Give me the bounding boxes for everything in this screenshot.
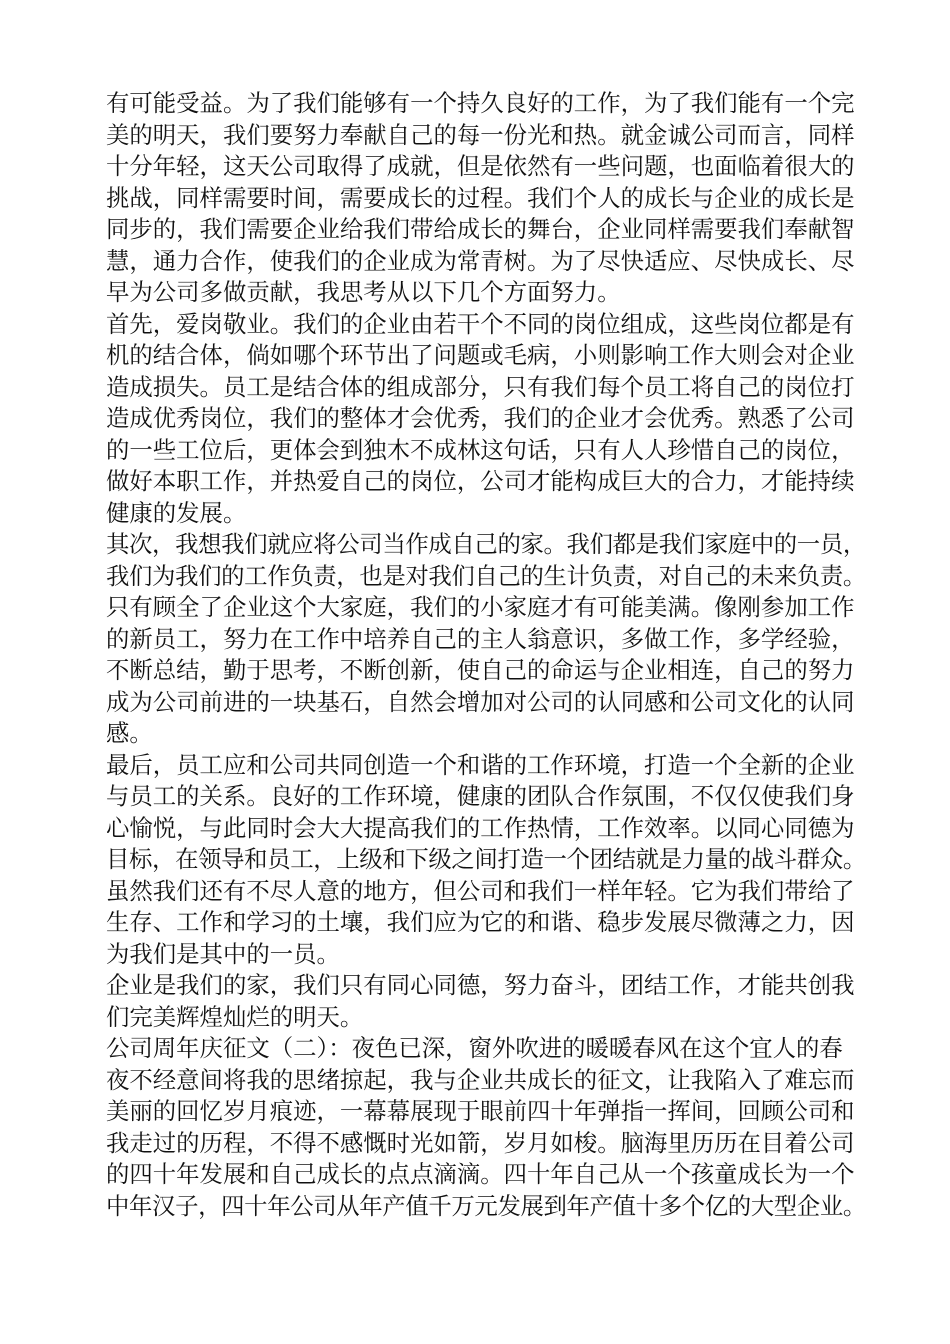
text-line: 不断总结，勤于思考，不断创新，使自己的命运与企业相连，自己的努力 (106, 656, 855, 684)
text-line: 企业是我们的家，我们只有同心同德，努力奋斗，团结工作，才能共创我 (106, 971, 855, 999)
text-line: 首先，爱岗敬业。我们的企业由若干个不同的岗位组成，这些岗位都是有 (106, 309, 855, 338)
text-line: 美的明天，我们要努力奉献自己的每一份光和热。就金诚公司而言，同样 (106, 120, 855, 149)
text-line: 挑战，同样需要时间，需要成长的过程。我们个人的成长与企业的成长是 (106, 183, 855, 212)
text-line: 中年汉子，四十年公司从年产值千万元发展到年产值十多个亿的大型企业。 (106, 1191, 866, 1220)
text-line: 们完美辉煌灿烂的明天。 (106, 1002, 364, 1031)
text-line: 只有顾全了企业这个大家庭，我们的小家庭才有可能美满。像刚参加工作 (106, 593, 855, 621)
text-line: 的四十年发展和自己成长的点点滴滴。四十年自己从一个孩童成长为一个 (106, 1160, 855, 1188)
text-line: 虽然我们还有不尽人意的地方，但公司和我们一样年轻。它为我们带给了 (106, 876, 855, 905)
text-line: 我走过的历程，不得不感慨时光如箭，岁月如梭。脑海里历历在目着公司 (106, 1128, 855, 1157)
text-line: 造成优秀岗位，我们的整体才会优秀，我们的企业才会优秀。熟悉了公司 (106, 404, 855, 432)
text-line: 机的结合体，倘如哪个环节出了问题或毛病，小则影响工作大则会对企业 (106, 341, 855, 369)
text-line: 心愉悦，与此同时会大大提高我们的工作热情，工作效率。以同心同德为 (106, 813, 855, 842)
text-line: 的新员工，努力在工作中培养自己的主人翁意识，多做工作，多学经验， (106, 624, 855, 653)
paragraph (106, 970, 866, 1033)
document-body (106, 88, 866, 1222)
text-line: 早为公司多做贡献，我思考从以下几个方面努力。 (106, 278, 621, 306)
text-line: 为我们是其中的一员。 (106, 939, 340, 968)
text-line: 做好本职工作，并热爱自己的岗位，公司才能构成巨大的合力，才能持续 (106, 467, 855, 495)
text-line: 成为公司前进的一块基石，自然会增加对公司的认同感和公司文化的认同 (106, 687, 855, 716)
text-line: 目标，在领导和员工，上级和下级之间打造一个团结就是力量的战斗群众。 (106, 845, 866, 873)
text-line: 十分年轻，这天公司取得了成就，但是依然有一些问题，也面临着很大的 (106, 152, 855, 180)
text-line: 美丽的回忆岁月痕迹，一幕幕展现于眼前四十年弹指一挥间，回顾公司和 (106, 1097, 855, 1125)
text-line: 与员工的关系。良好的工作环境，健康的团队合作氛围，不仅仅使我们身 (106, 782, 855, 810)
text-line: 我们为我们的工作负责，也是对我们自己的生计负责，对自己的未来负责。 (106, 561, 866, 590)
text-line: 的一些工位后，更体会到独木不成林这句话，只有人人珍惜自己的岗位， (106, 435, 855, 464)
text-line: 其次，我想我们就应将公司当作成自己的家。我们都是我们家庭中的一员， (106, 530, 866, 558)
text-line: 最后，员工应和公司共同创造一个和谐的工作环境，打造一个全新的企业 (106, 750, 855, 779)
text-line: 夜不经意间将我的思绪掠起，我与企业共成长的征文，让我陷入了难忘而 (106, 1065, 855, 1094)
paragraph (106, 529, 866, 750)
paragraph (106, 88, 866, 309)
paragraph (106, 1033, 866, 1222)
text-line: 公司周年庆征文（二）：夜色已深，窗外吹进的暖暖春风在这个宜人的春 (106, 1034, 843, 1062)
text-line: 生存、工作和学习的土壤，我们应为它的和谐、稳步发展尽微薄之力，因 (106, 908, 855, 936)
text-line: 慧，通力合作，使我们的企业成为常青树。为了尽快适应、尽快成长、尽 (106, 246, 855, 275)
paragraph (106, 309, 866, 530)
text-line: 有可能受益。为了我们能够有一个持久良好的工作，为了我们能有一个完 (106, 89, 855, 117)
text-line: 健康的发展。 (106, 498, 247, 527)
text-line: 同步的，我们需要企业给我们带给成长的舞台，企业同样需要我们奉献智 (106, 215, 855, 243)
text-line: 感。 (106, 719, 153, 747)
text-line: 造成损失。员工是结合体的组成部分，只有我们每个员工将自己的岗位打 (106, 372, 855, 401)
paragraph (106, 750, 866, 971)
